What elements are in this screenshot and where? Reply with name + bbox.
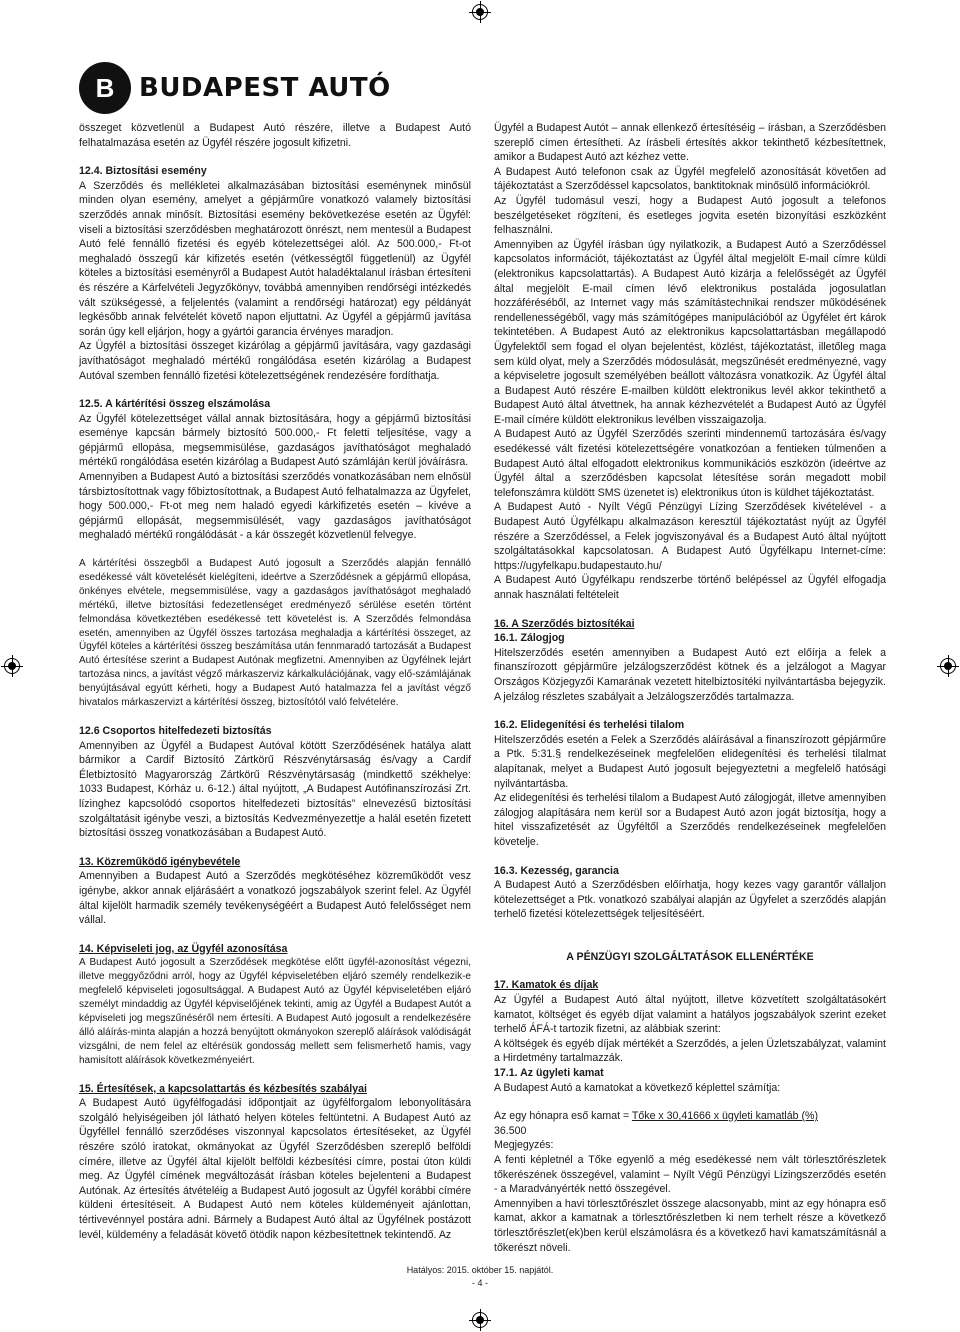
effective-date: Hatályos: 2015. október 15. napjától. (406, 1265, 554, 1275)
paragraph: Az Ügyfél a biztosítási összeget kizárólag a gépjármű javítására, vagy gazdasági javíthatóságot meghaladó mértékű rongálódása esetén kizárólag a Budapest Autóval szemben fennálló fizetési kötelezettségének rendezésére fordíthatja. (79, 340, 471, 382)
paragraph: Hitelszerződés esetén a Felek a Szerződés aláírásával a finanszírozott gépjárműre a Ptk. 5:31.§ rendelkezéseinek megfelelően elidegenítési és terhelési tilalmat alapítanak, melyet a Budapest Autó jogosult bejegyeztetni a megfelelő hatósági nyilvántartásba. (494, 733, 886, 790)
registration-mark-left (4, 658, 20, 674)
section-heading: 14. Képviseleti jog, az Ügyfél azonosítása (79, 942, 288, 955)
paragraph: A Budapest Autó az Ügyfél Szerződés szerinti mindennemű tartozására és/vagy esedékessé vált fizetési kötelezettségére vonatkozóan a fentieken túlmenően a Budapest Autó által elfogadott elektronikus kommunikációs eszközön (ideértve az Ügyfél által a szerződésben kapcsolat létesítése során megadott mobil telefonszámra küldött SMS üzenetet is) elektronikus úton is küldhet tájékoztatást. (494, 428, 886, 499)
formula-denominator: 36.500 (494, 1124, 527, 1137)
page-footer (0, 1264, 960, 1290)
paragraph: A Budapest Autó telefonon csak az Ügyfél megfelelő azonosítását követően ad tájékoztatást a Szerződéssel kapcsolatos, banktitoknak minősülő információkról. (494, 165, 886, 193)
paragraph: Amennyiben az Ügyfél írásban úgy nyilatkozik, a Budapest Autó a Szerződéssel kapcsolatos információt, tájékoztatást az Ügyfél által megjelölt E-mail címre küldi (elektronikus kapcsolattartás). A Budapest Autó kizárja a felelősségét az Ügyfél által megjelölt E-mail címen lévő elektronikus postaláda jogosulatlan hozzáféréséből, az Internet vagy más számítástechnikai rendszer működésének rendellenességéből, vagy más számítógépes manipulációból az Ügyfélet ért károk tekintetében. A Budapest Autó az elektronikus kapcsolattartásban megállapodó Ügyfelektől sem fogad el olyan bejelentést, közlést, tájékoztatást, illetőleg maga sem küld olyat, mely a Szerződés módosulását, megszűnését eredményezné, vagy a képviseletre jogosult személyében beállott változásra vonatkozik. Az Ügyfél által a Budapest Autó részére E-mailben küldött elektronikus levél akkor tekinthető a Budapest Autó által átvettnek, ha annak kézhezvételét a Budapest Autó az Ügyfél E-mail címére küldött elektronikus levélben visszaigazolja. (494, 238, 886, 426)
paragraph: A Budapest Autó a kamatokat a következő képlettel számítja: (494, 1081, 781, 1094)
paragraph: A Budapest Autó Ügyfélkapu rendszerbe történő belépéssel az Ügyfél elfogadja annak használati feltételeit (494, 574, 886, 601)
left-column (79, 121, 471, 1242)
right-column (494, 121, 886, 1255)
registration-mark-top (472, 4, 488, 20)
brand-mark-glyph: B (95, 72, 115, 103)
paragraph: A kártérítési összegből a Budapest Autó jogosult a Szerződés alapján fennálló esedékessé vált követelését kielégíteni, ideértve a Szerződésnek a gépjármű ellopása, önkényes elvétele, megsemmisülése, vagy a gazdaságos javíthatóságot meghaladó mértékű, illetve biztosítási fedezetlenséget eredményező sérülése esetén történt felmondása következtében esedékessé tett követelést is. A Szerződés felmondása esetén, amennyiben az Ügyfél összes tartozása meghaladja a kártérítési összeget, az Ügyfél köteles a kártérítési összeg beszámítása után fennmaradó tartozását a Budapest Autó értesítése szerint a Budapest Autónak megfizetni. Amennyiben az Ügyfélnek lejárt tartozása nincs, a javítást végző márkaszerviz kárkalkulációjának, vagy elő-számlájának benyújtásával egyútt kérheti, hogy a Budapest Autó hatalmazza fel a javítást végző hivatalos márkaszervizt a kártérítési összeg, biztosítótól való felvételére. (79, 558, 471, 709)
registration-mark-right (940, 658, 956, 674)
paragraph: Hitelszerződés esetén amennyiben a Budapest Autó ezt előírja a felek a finanszírozott gépjárműre jelzálogszerződést kötnek és a jelzálogot a Magyar Országos Közjegyzői Kamarának vezetett hitelbiztosítéki nyilvántartásba bejegyzik. A jelzálog részletes szabályait a Jelzálogszerződés tartalmazza. (494, 646, 886, 703)
paragraph: Az Ügyfél a Budapest Autó által nyújtott, illetve közvetített szolgáltatásokért kamatot, költséget és egyéb díjat valamint a hatályos jogszabályok szerint ezeket terhelő ÁFÁ-t tartozik fizetni, az alábbiak szerint: (494, 994, 886, 1036)
paragraph: Az Ügyfél tudomásul veszi, hogy a Budapest Autó jogosult a telefonos beszélgetéseket rögzíteni, és esetleges jogvita esetén bizonyítási eszközként felhasználni. (494, 194, 886, 237)
page-number: - 4 - (471, 1278, 488, 1288)
section-heading: 16. A Szerződés biztosítékai (494, 617, 635, 630)
brand-logo (79, 62, 391, 114)
paragraph: Ügyfél a Budapest Autót – annak ellenkező értesítéséig – írásban, a Szerződésben szereplő címen értesítheti. Az írásbeli értesítés akkor tekinthető kézbesítettnek, amikor a Budapest Autó azt kézhez vette. (494, 122, 886, 164)
paragraph: Amennyiben az Ügyfél a Budapest Autóval kötött Szerződésének hatálya alatt bármikor a Cardif Biztosító Zártkörű Részvénytársaság és/vagy a Cardif Életbiztosító Magyarország Zártkörű Részvénytársaság (mindkettő székhelye: 1033 Budapest, Kórház u. 6-12.) által nyújtott, „A Budapest Autófinanszírozási Zrt. lízinghez kapcsolódó csoportos hitelfedezeti biztosítás” elnevezésű biztosítási szolgáltatásit igénybe veszi, a biztosítás Kedvezményezettje a halál esetén fizetett biztosítási összeg vonatkozásában a Budapest Autó. (79, 739, 471, 840)
section-heading: 17.1. Az ügyleti kamat (494, 1067, 604, 1080)
interest-formula (494, 1109, 886, 1124)
section-heading: 16.2. Elidegenítési és terhelési tilalom (494, 719, 685, 732)
paragraph: A költségek és egyéb díjak mértékét a Szerződés, a jelen Üzletszabályzat, valamint a Hirdetmény tartalmazzák. (494, 1037, 886, 1065)
section-heading: 12.4. Biztosítási esemény (79, 165, 207, 178)
paragraph: összeget közvetlenül a Budapest Autó részére, illetve a Budapest Autó felhatalmazása esetén az Ügyfél részére jogosult kifizetni. (79, 122, 471, 149)
paragraph: Az Ügyfél kötelezettséget vállal annak biztosítására, hogy a gépjármű biztosítási eseménye kapcsán bármely biztosító 500.000,- Ft feletti teljesítése, vagy a gépjármű ellopása, megsemmisülése, gazdaságos javíthatóságot meghaladó mértékű rongálódása esetén kizárólag a Budapest Autó számláján kerül jóváírásra. (79, 412, 471, 469)
brand-logo-mark (79, 62, 131, 114)
paragraph: A Budapest Autó ügyfélfogadási időpontjait az ügyfélforgalom lebonyolítására szolgáló helyiségeiben jól látható helyen köteles feltüntetni. A Budapest Autó az Ügyféllel fennálló szerződéses viszonnyal kapcsolatos értesítéseket, az Ügyfél részére szóló iratokat, okmányokat az Ügyfél Szerződésben szereplő belföldi címére, illetve az Ügyfél által kijelölt belföldi kézbesítési címre, postai úton küldi meg. Az Ügyfél címének megváltozását írásban köteles bejelenteni a Budapest Autónak. Az értesítés átvételéig a Budapest Autó jogosult az Ügyfél korábbi címére küldeni értesítéseit. A Budapest Autó nem köteles küldeményeit ajánlottan, tértivevénnyel postára adni. Bármely a Budapest Autó által az Ügyfélnek postázott levél, küldemény a feladását követő ötödik napon kézbesítettnek tekintendő. Az (79, 1097, 471, 1241)
formula-numerator: Tőke x 30,41666 x ügyleti kamatláb (%) (631, 1110, 818, 1123)
paragraph: Amennyiben a Budapest Autó a biztosítási szerződés vonatkozásában nem elnősül társbiztosítottnak vagy főbiztosítottnak, a Budapest Autó felhatalmazza az Ügyfelet, hogy 500.000,- Ft-ot meg nem haladó egyedi kárkifizetés esetén – kivéve a gépjármű ellopását, megsemmisülését, vagy gazdaságos javíthatóságot meghaladó mértékű rongálódását - a kár összegét közvetlenül felvegye. (79, 471, 471, 542)
section-heading: 12.5. A kártérítési összeg elszámolása (79, 398, 271, 411)
brand-name: BUDAPEST AUTÓ (139, 73, 391, 103)
section-heading: 16.1. Zálogjog (494, 632, 565, 645)
section-heading: 15. Értesítések, a kapcsolattartás és kézbesítés szabályai (79, 1082, 367, 1095)
formula-prefix: Az egy hónapra eső kamat = (494, 1110, 632, 1123)
registration-mark-bottom (472, 1312, 488, 1328)
section-heading: 12.6 Csoportos hitelfedezeti biztosítás (79, 725, 272, 737)
paragraph: Amennyiben a havi törlesztőrészlet összege alacsonyabb, mint az egy hónapra eső kamat, akkor a kamatnak a törlesztőrészletben ki nem terhelt része a következő törlesztőrészlet(ek)ben kerül elszámolásra és a következő havi kamatszámításnál a tőkerészt növeli. (494, 1197, 886, 1254)
paragraph: Amennyiben a Budapest Autó a Szerződés megkötéséhez közreműködőt vesz igénybe, akkor annak eljárásáért a vonatkozó jogszabályok szerint felel. Az Ügyfél által kijelölt harmadik személy tevékenységéért a Budapest Autó felelősséget nem vállal. (79, 870, 471, 927)
section-heading: 16.3. Kezesség, garancia (494, 864, 619, 877)
paragraph: A Budapest Autó a Szerződésben előírhatja, hogy kezes vagy garantőr vállaljon kötelezettséget a Ptk. vonatkozó szabályai alapján az Ügyfelet a szerződés alapján terhelő fizetési kötelezettségek teljesítéséért. (494, 879, 886, 921)
section-heading: 17. Kamatok és díjak (494, 979, 599, 992)
paragraph: A fenti képletnél a Tőke egyenlő a még esedékessé nem vált törlesztőrészletek tőkerészének összegével, valamint – Nyílt Végű Pénzügyi Lízingszerződés esetén - a Maradványérték nettó összegével. (494, 1154, 886, 1196)
section-heading: 13. Közreműködő igénybevétele (79, 855, 241, 868)
note-label: Megjegyzés: (494, 1139, 554, 1152)
paragraph: Az elidegenítési és terhelési tilalom a Budapest Autó zálogjogát, illetve amennyiben zálogjog alapítására nem kerül sor a Budapest Autó azon jogát biztosítja, hogy a hitel visszafizetését az Ügyféltől a Szerződés rendelkezéseinek megfelelően követelje. (494, 792, 886, 848)
paragraph: A Szerződés és mellékletei alkalmazásában biztosítási eseménynek minősül minden olyan esemény, amelyet a gépjárműre vonatkozó valamely biztosítási szerződés annak minősít. Biztosítási esemény bekövetkezése esetén az Ügyfél: viseli a biztosítási szerződésben meghatározott önrészt, nem mentesül a Budapest Autó felé fennálló fizetési és egyéb kötelezettségei alól. Az 500.000,- Ft-ot meghaladó összegű kár kifizetés esetén (vétkességtől függetlenül) az Ügyfél köteles a biztosítási eseményről a Budapest Autót haladéktalanul írásban értesíteni és részére a Kárfelvételi Jegyzőkönyv, továbbá amennyiben rendőrségi intézkedés vált szükségessé, a feljelentés (valamint a rendőrségi határozat) egy példányát legkésőbb annak felvételét követő napon eljuttatni. Az Ügyfél a gépjármű javítása során úgy kell eljárjon, hogy a gyártói garancia érvényes maradjon. (79, 179, 471, 338)
paragraph: A Budapest Autó jogosult a Szerződések megkötése előtt ügyfél-azonosítást végezni, illetve meggyőződni arról, hogy az Ügyfél képviseletében eljáró személy rendelkezik-e megfelelő képviseleti jogosultsággal. A Budapest Autó az Ügyfél képviseletében eljáró személyt mindaddig az Ügyfél képviselőjének tekinti, amig az Ügyfél a Budapest Autót a képviseleti jog megszűnéséről nem értesíti. A Budapest Autó jogosult a rendelkezésére álló aláírás-minta alapján a hozzá benyújtott okmányokon szereplő aláírások valódiságát vizsgálni, de nem felel az eltérésük gondosság mellett sem felismerhető hamis, vagy hamisított aláírások következményeiért. (79, 957, 471, 1066)
part-title: A PÉNZÜGYI SZOLGÁLTATÁSOK ELLENÉRTÉKE (566, 950, 814, 963)
paragraph: A Budapest Autó - Nyílt Végű Pénzügyi Lízing Szerződések kivételével - a Budapest Autó Ügyfélkapu alkalmazáson keresztül tájékoztatást nyújt az Ügyfél részére a Szerződéssel, a Felek jogviszonyával és a Budapest Autó által nyújtott szolgáltatásokkal kapcsolatosan. A Budapest Autó Ügyfélkapu Internet-címe: https://ugyfelkapu.budapestauto.hu/ (494, 501, 886, 572)
